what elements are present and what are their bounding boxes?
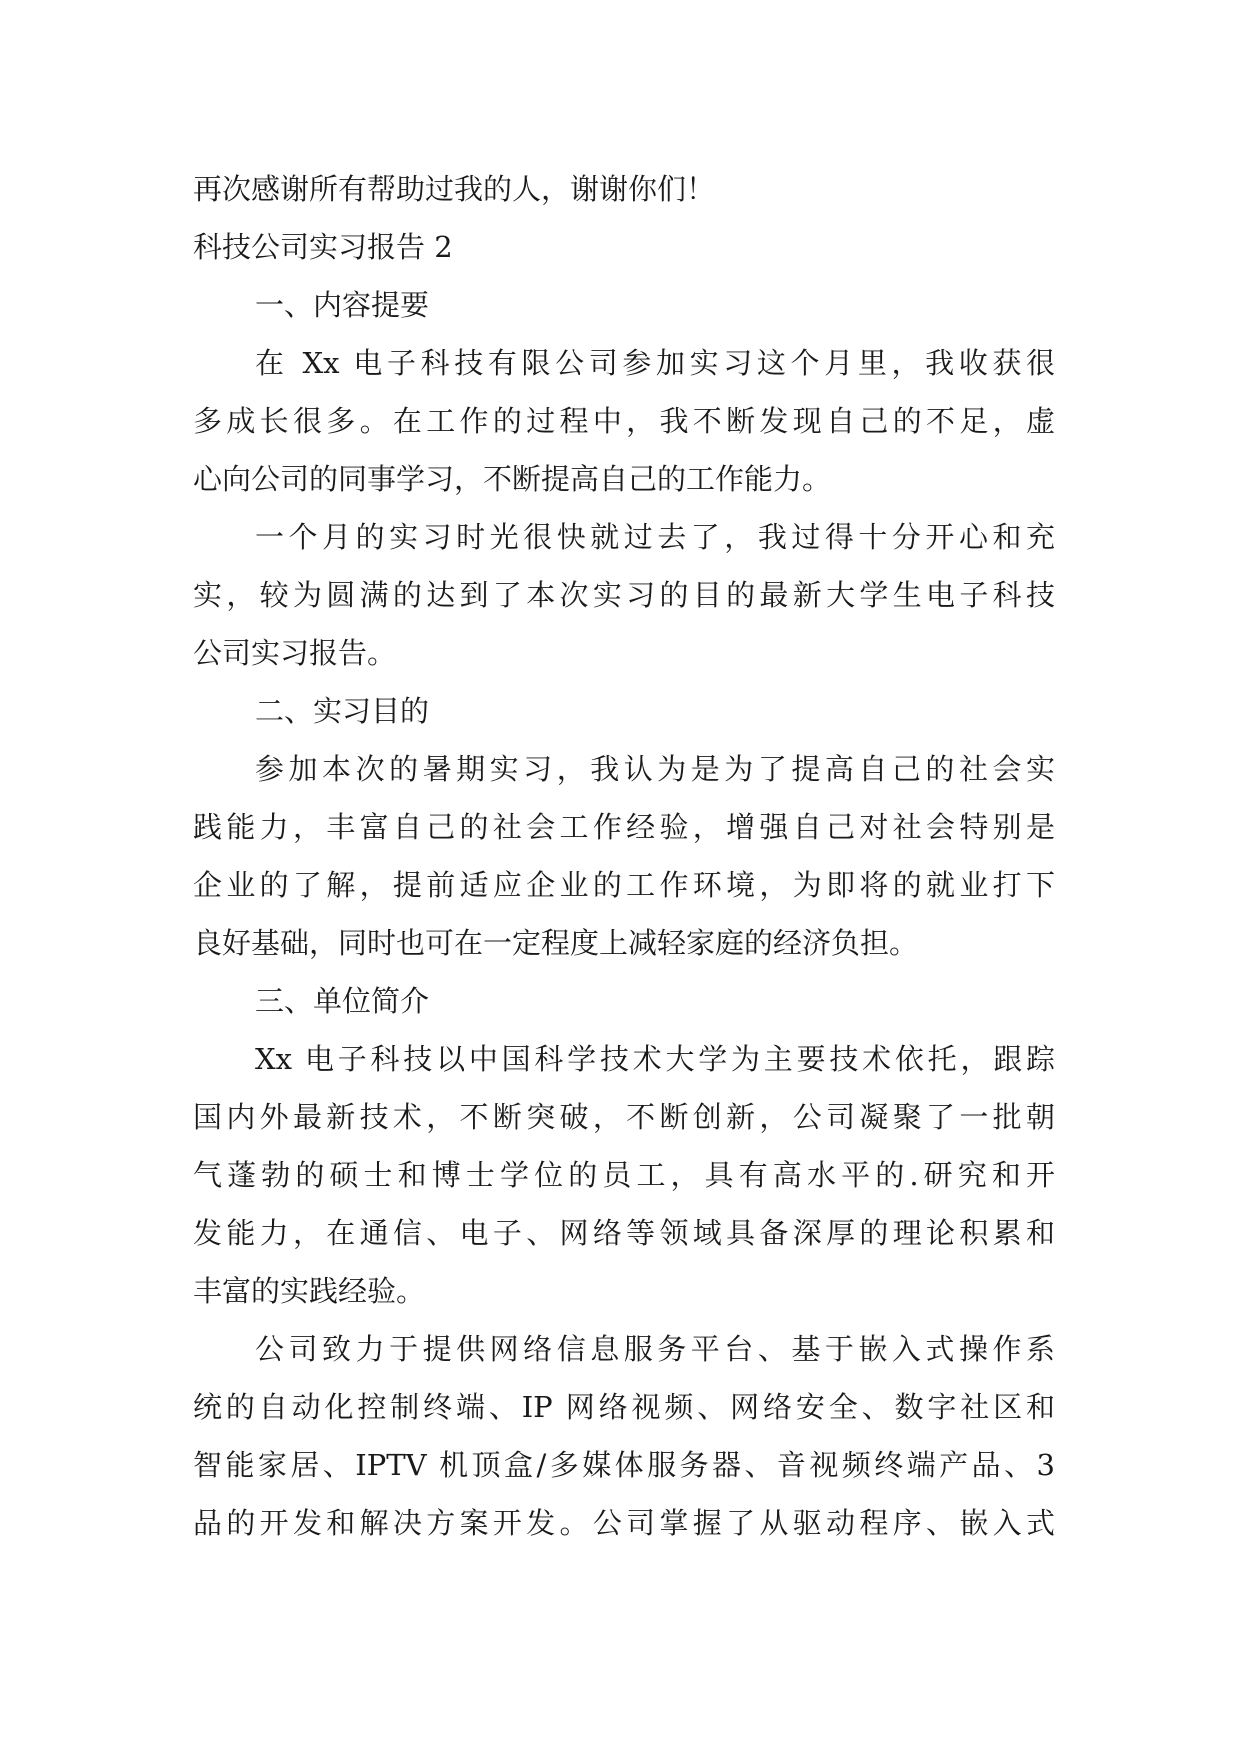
text-line: 心向公司的同事学习，不断提高自己的工作能力。 bbox=[193, 462, 832, 496]
text-line: 品的开发和解决方案开发。公司掌握了从驱动程序、嵌入式 bbox=[193, 1506, 1055, 1540]
text-line: Xx 电子科技以中国科学技术大学为主要技术依托，跟踪 bbox=[255, 1042, 1055, 1076]
text-line: 二、实习目的 bbox=[255, 694, 430, 728]
text-line: 再次感谢所有帮助过我的人，谢谢你们！ bbox=[193, 172, 716, 206]
text-line: 国内外最新技术，不断突破，不断创新，公司凝聚了一批朝 bbox=[193, 1100, 1055, 1134]
text-line: 统的自动化控制终端、IP 网络视频、网络安全、数字社区和 bbox=[193, 1390, 1055, 1424]
text-line: 参加本次的暑期实习，我认为是为了提高自己的社会实 bbox=[255, 752, 1055, 786]
text-line: 丰富的实践经验。 bbox=[193, 1274, 426, 1308]
text-line: 智能家居、IPTV 机顶盒/多媒体服务器、音视频终端产品、3 bbox=[193, 1448, 1055, 1482]
text-line: 三、单位简介 bbox=[255, 984, 430, 1018]
text-line: 多成长很多。在工作的过程中，我不断发现自己的不足，虚 bbox=[193, 404, 1055, 438]
text-line: 发能力，在通信、电子、网络等领域具备深厚的理论积累和 bbox=[193, 1216, 1055, 1250]
text-line: 企业的了解，提前适应企业的工作环境，为即将的就业打下 bbox=[193, 868, 1055, 902]
text-line: 公司致力于提供网络信息服务平台、基于嵌入式操作系 bbox=[255, 1332, 1055, 1366]
text-line: 践能力，丰富自己的社会工作经验，增强自己对社会特别是 bbox=[193, 810, 1055, 844]
text-line: 良好基础，同时也可在一定程度上减轻家庭的经济负担。 bbox=[193, 926, 919, 960]
document-body bbox=[193, 160, 1055, 1552]
text-line: 在 Xx 电子科技有限公司参加实习这个月里，我收获很 bbox=[255, 346, 1055, 380]
text-line: 气蓬勃的硕士和博士学位的员工，具有高水平的.研究和开 bbox=[193, 1158, 1055, 1192]
text-line: 公司实习报告。 bbox=[193, 636, 397, 670]
text-line: 实，较为圆满的达到了本次实习的目的最新大学生电子科技 bbox=[193, 578, 1055, 612]
text-line: 一、内容提要 bbox=[255, 288, 430, 322]
text-line: 一个月的实习时光很快就过去了，我过得十分开心和充 bbox=[255, 520, 1055, 554]
text-line: 科技公司实习报告 2 bbox=[193, 230, 453, 264]
